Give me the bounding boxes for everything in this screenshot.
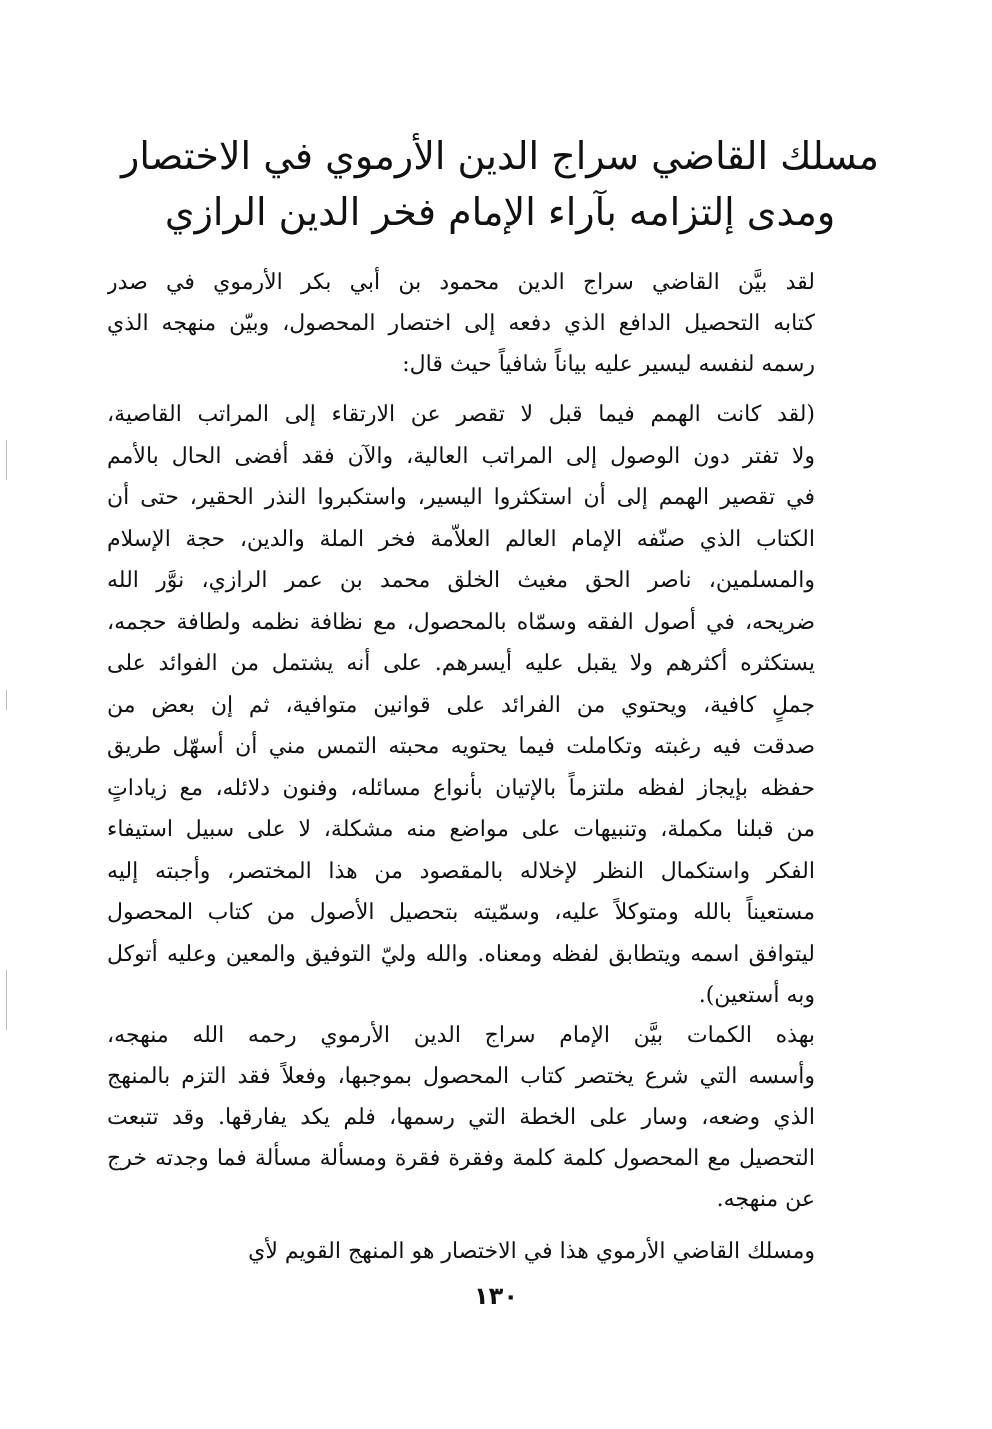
text-line: لقد بيَّن القاضي سراج الدين محمود بن أبي بكر الأرموي في صدر xyxy=(107,270,815,295)
text-line: رسمه لنفسه ليسير عليه بياناً شافياً حيث قال: xyxy=(402,352,815,377)
scan-margin-mark xyxy=(6,440,7,480)
text-line: الذي وضعه، وسار على الخطة التي رسمها، فلم يكد يفارقها. وقد تتبعت xyxy=(107,1105,815,1130)
scan-margin-mark xyxy=(6,970,7,1030)
text-line: بهذه الكمات بيَّن الإمام سراج الدين الأرموي رحمه الله منهجه، xyxy=(107,1023,815,1048)
text-line: ولا تفتر دون الوصول إلى المراتب العالية، والآن فقد أفضى الحال بالأمم xyxy=(107,443,815,469)
paragraph-quotation xyxy=(107,394,815,1017)
text-line: جملٍ كافية، ويحتوي من الفرائد على قوانين متوافية، ثم إن بعض من xyxy=(107,692,815,718)
paragraph-intro xyxy=(107,262,815,385)
scan-margin-mark xyxy=(6,690,7,710)
text-line: الفكر واستكمال النظر لإخلاله بالمقصود من هذا المختصر، وأجبته إليه xyxy=(107,858,815,884)
text-line: التحصيل مع المحصول كلمة كلمة وفقرة فقرة ومسألة مسألة فما وجدته خرج xyxy=(107,1146,815,1171)
text-line: ضريحه، في أصول الفقه وسمّاه بالمحصول، مع نظافة نظمه ولطافة حجمه، xyxy=(107,609,815,635)
text-line: من قبلنا مكملة، وتنبيهات على مواضع منه مشكلة، لا على سبيل استيفاء xyxy=(107,817,815,842)
text-line: مستعيناً بالله ومتوكلاً عليه، وسمّيته بتحصيل الأصول من كتاب المحصول xyxy=(107,900,815,925)
chapter-title xyxy=(120,128,880,240)
text-line: صدقت فيه رغبته وتكاملت فيما يحتويه محبته التمس مني أن أسهّل طريق xyxy=(107,734,815,759)
title-line-2: ومدى إلتزامه بآراء الإمام فخر الدين الرازي xyxy=(164,190,836,234)
paragraph-commentary xyxy=(107,1015,815,1220)
text-line: في تقصير الهمم إلى أن استكثروا اليسير، واستكبروا النذر الحقير، حتى أن xyxy=(107,485,815,510)
text-line: ومسلك القاضي الأرموي هذا في الاختصار هو المنهج القويم لأي xyxy=(248,1239,815,1264)
title-line-1: مسلك القاضي سراج الدين الأرموي في الاختصار xyxy=(121,134,879,178)
text-line: الكتاب الذي صنّفه الإمام العالم العلاّمة فخر الملة والدين، حجة الإسلام xyxy=(107,526,815,552)
text-line: (لقد كانت الهمم فيما قبل لا تقصر عن الارتقاء إلى المراتب القاصية، xyxy=(107,402,815,427)
text-line: وأسسه التي شرع يختصر كتاب المحصول بموجبها، وفعلاً فقد التزم بالمنهج xyxy=(107,1064,815,1089)
text-line: ليتوافق اسمه ويتطابق لفظه ومعناه. والله وليّ التوفيق والمعين وعليه أتوكل xyxy=(107,941,815,967)
text-line: والمسلمين، ناصر الحق مغيث الخلق محمد بن عمر الرازي، نوَّر الله xyxy=(107,568,815,593)
text-line: وبه أستعين). xyxy=(698,983,815,1008)
text-line: يستكثره أكثرهم ولا يقبل عليه أيسرهم. على أنه يشتمل من الفوائد على xyxy=(107,651,815,676)
text-line: حفظه بإيجاز لفظه ملتزماً بالإتيان بأنواع مسائله، وفنون دلائله، مع زياداتٍ xyxy=(107,775,815,801)
text-line: عن منهجه. xyxy=(716,1187,815,1212)
page-number: ١٣٠ xyxy=(474,1282,518,1310)
text-line: كتابه التحصيل الدافع الذي دفعه إلى اختصار المحصول، وبيّن منهجه الذي xyxy=(107,311,815,336)
paragraph-continuation xyxy=(107,1231,815,1272)
